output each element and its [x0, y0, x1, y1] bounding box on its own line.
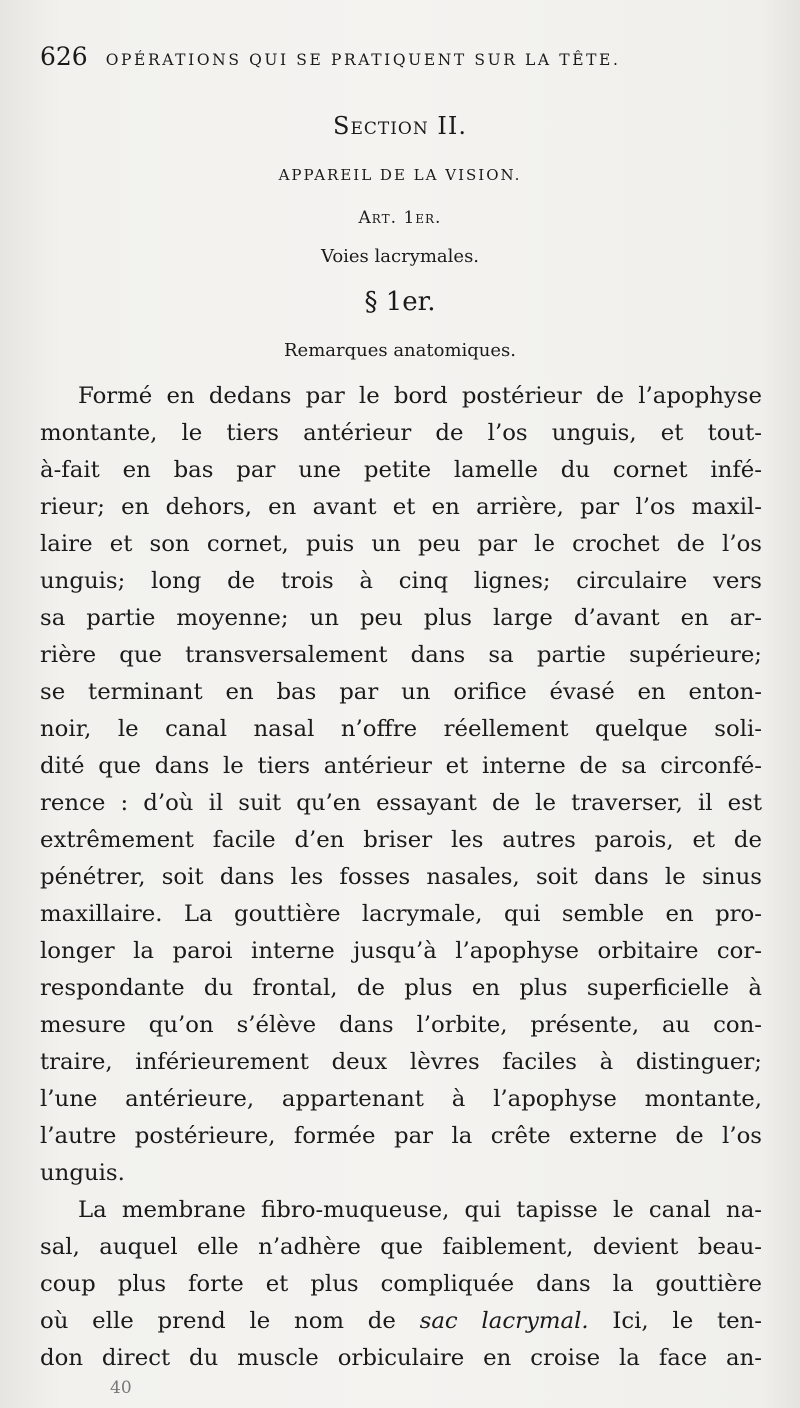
text-line — [40, 1303, 762, 1340]
running-head: OPÉRATIONS QUI SE PRATIQUENT SUR LA TÊTE. — [105, 51, 621, 69]
text-line: coup plus forte et plus compliquée dans la gouttière — [40, 1271, 762, 1297]
text-line: unguis; long de trois à cinq lignes; circulaire vers — [40, 568, 762, 594]
text-line: dité que dans le tiers antérieur et interne de sa circonfé- — [40, 753, 762, 779]
text-line: pénétrer, soit dans les fosses nasales, soit dans le sinus — [40, 864, 762, 890]
text-line: à-fait en bas par une petite lamelle du cornet infé- — [40, 457, 762, 483]
paragraph-heading: § 1er. — [364, 287, 436, 317]
text-line: maxillaire. La gouttière lacrymale, qui semble en pro- — [40, 901, 762, 927]
text-line: laire et son cornet, puis un peu par le crochet de l’os — [40, 531, 762, 557]
text-line: rence : d’où il suit qu’en essayant de le traverser, il est — [40, 790, 762, 816]
text-line: Formé en dedans par le bord postérieur de l’apophyse — [78, 383, 762, 409]
text-line: respondante du frontal, de plus en plus superficielle à — [40, 975, 762, 1001]
text-line: traire, inférieurement deux lèvres faciles à distinguer; — [40, 1049, 762, 1075]
text-line: l’une antérieure, appartenant à l’apophyse montante, — [40, 1086, 762, 1112]
text-line: La membrane fibro-muqueuse, qui tapisse le canal na- — [78, 1197, 762, 1223]
text-line: unguis. — [40, 1160, 125, 1186]
text-line: noir, le canal nasal n’offre réellement quelque soli- — [40, 716, 762, 742]
page-header — [40, 42, 760, 76]
printer-signature: 40 — [110, 1378, 132, 1398]
topic-heading: Voies lacrymales. — [320, 246, 480, 267]
text-line: l’autre postérieure, formée par la crête externe de l’os — [40, 1123, 762, 1149]
text-fragment: où elle prend le nom de — [40, 1308, 396, 1334]
text-line: longer la paroi interne jusqu’à l’apophyse orbitaire cor- — [40, 938, 762, 964]
text-line: sa partie moyenne; un peu plus large d’avant en ar- — [40, 605, 762, 631]
body-text — [40, 378, 762, 1377]
section-subtitle: APPAREIL DE LA VISION. — [278, 166, 522, 184]
text-line: mesure qu’on s’élève dans l’orbite, présente, au con- — [40, 1012, 762, 1038]
text-fragment: Ici, le ten- — [612, 1308, 762, 1334]
subsection-heading: Remarques anatomiques. — [283, 340, 516, 361]
text-line: montante, le tiers antérieur de l’os unguis, et tout- — [40, 420, 762, 446]
text-line: sal, auquel elle n’adhère que faiblement, devient beau- — [40, 1234, 762, 1260]
section-title: Section II. — [333, 112, 467, 140]
text-line: se terminant en bas par un orifice évasé en enton- — [40, 679, 762, 705]
text-line: extrêmement facile d’en briser les autres parois, et de — [40, 827, 762, 853]
text-line: don direct du muscle orbiculaire en croise la face an- — [40, 1345, 762, 1371]
italic-term: sac lacrymal. — [419, 1308, 589, 1334]
article-heading: Art. 1er. — [358, 208, 442, 228]
text-line: rière que transversalement dans sa partie supérieure; — [40, 642, 762, 668]
page-number: 626 — [40, 42, 88, 71]
text-line: rieur; en dehors, en avant et en arrière, par l’os maxil- — [40, 494, 762, 520]
